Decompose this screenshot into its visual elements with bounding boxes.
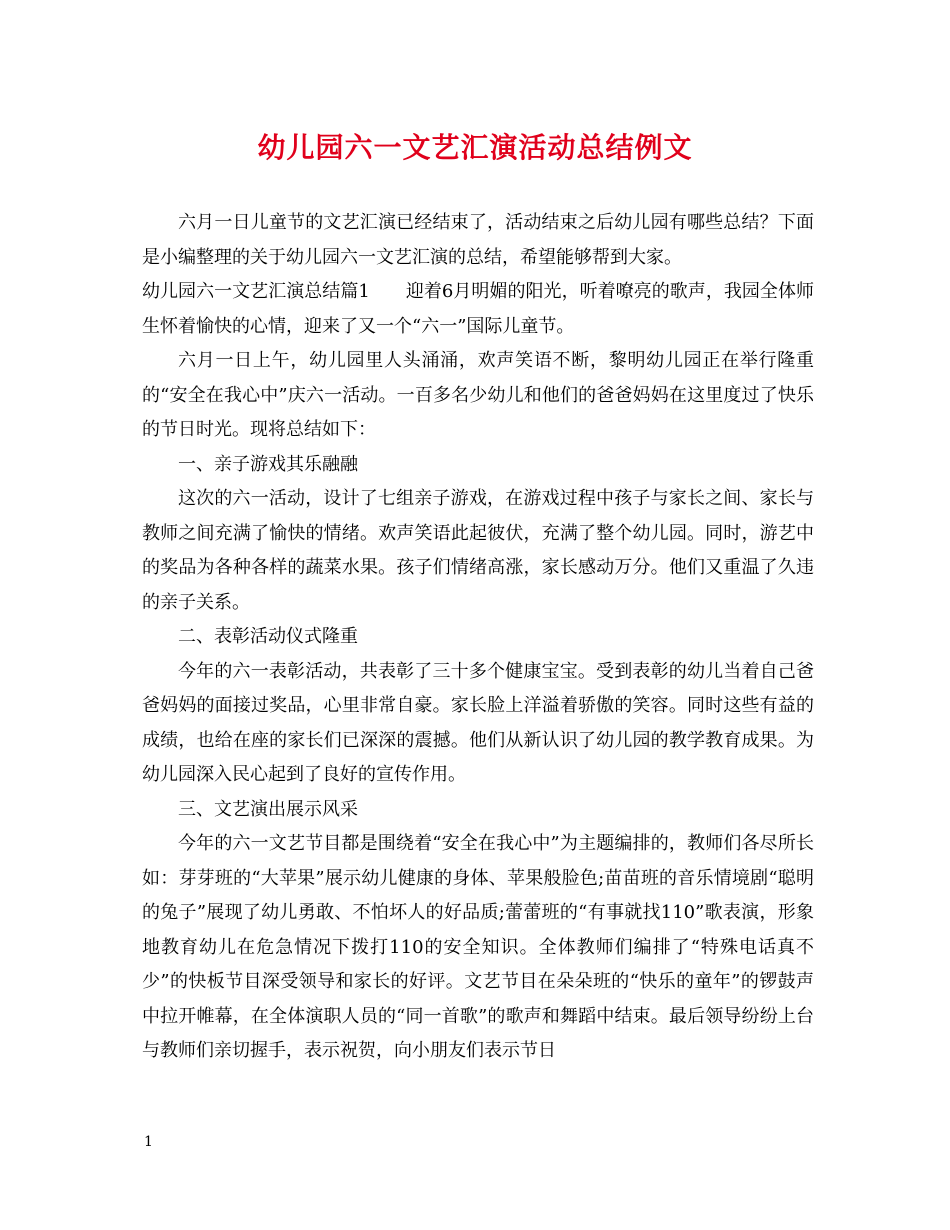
body-paragraph: 六月一日上午，幼儿园里人头涌涌，欢声笑语不断，黎明幼儿园正在举行隆重的“安全在我心中”庆六一活动。一百多名少幼儿和他们的爸爸妈妈在这里度过了快乐的节日时光。现将总结如下： (142, 350, 814, 440)
document-title: 幼儿园六一文艺汇演活动总结例文 (257, 131, 693, 164)
subheading-parent-child-games: 一、亲子游戏其乐融融 (178, 453, 358, 475)
body-paragraph: 这次的六一活动，设计了七组亲子游戏，在游戏过程中孩子与家长之间、家长与教师之间充满了愉快的情绪。欢声笑语此起彼伏，充满了整个幼儿园。同时，游艺中的奖品为各种各样的蔬菜水果。孩子们情绪高涨，家长感动万分。他们又重温了久违的亲子关系。 (142, 488, 814, 613)
subheading-commendation: 二、表彰活动仪式隆重 (178, 626, 358, 647)
subheading-performances: 三、文艺演出展示风采 (178, 798, 358, 820)
document-body (142, 206, 814, 1069)
body-paragraph: 今年的六一文艺节目都是围绕着“安全在我心中”为主题编排的，教师们各尽所长如：芽芽班的“大苹果”展示幼儿健康的身体、苹果般脸色;苗苗班的音乐情境剧“聪明的兔子”展现了幼儿勇敢、不怕坏人的好品质;蕾蕾班的“有事就找110”歌表演，形象地教育幼儿在危急情况下拨打110的安全知识。全体教师们编排了“特殊电话真不少”的快板节目深受领导和家长的好评。文艺节目在朵朵班的“快乐的童年”的锣鼓声中拉开帷幕，在全体演职人员的“同一首歌”的歌声和舞蹈中结束。最后领导纷纷上台与教师们亲切握手，表示祝贺，向小朋友们表示节日 (142, 833, 814, 1061)
intro-paragraph: 六月一日儿童节的文艺汇演已经结束了，活动结束之后幼儿园有哪些总结？下面是小编整理的关于幼儿园六一文艺汇演的总结，希望能够帮到大家。 (142, 212, 814, 268)
section-one-paragraph (142, 275, 814, 344)
page-number: 1 (144, 1134, 153, 1150)
section-heading: 幼儿园六一文艺汇演总结篇1 (142, 281, 370, 302)
section-text: 迎着6月明媚的阳光，听着嘹亮的歌声，我园全体师生怀着愉快的心情，迎来了又一个“六一”国际儿童节。 (142, 281, 814, 337)
body-paragraph: 今年的六一表彰活动，共表彰了三十多个健康宝宝。受到表彰的幼儿当着自己爸爸妈妈的面接过奖品，心里非常自豪。家长脸上洋溢着骄傲的笑容。同时这些有益的成绩，也给在座的家长们已深深的震撼。他们从新认识了幼儿园的教学教育成果。为幼儿园深入民心起到了良好的宣传作用。 (142, 660, 814, 785)
